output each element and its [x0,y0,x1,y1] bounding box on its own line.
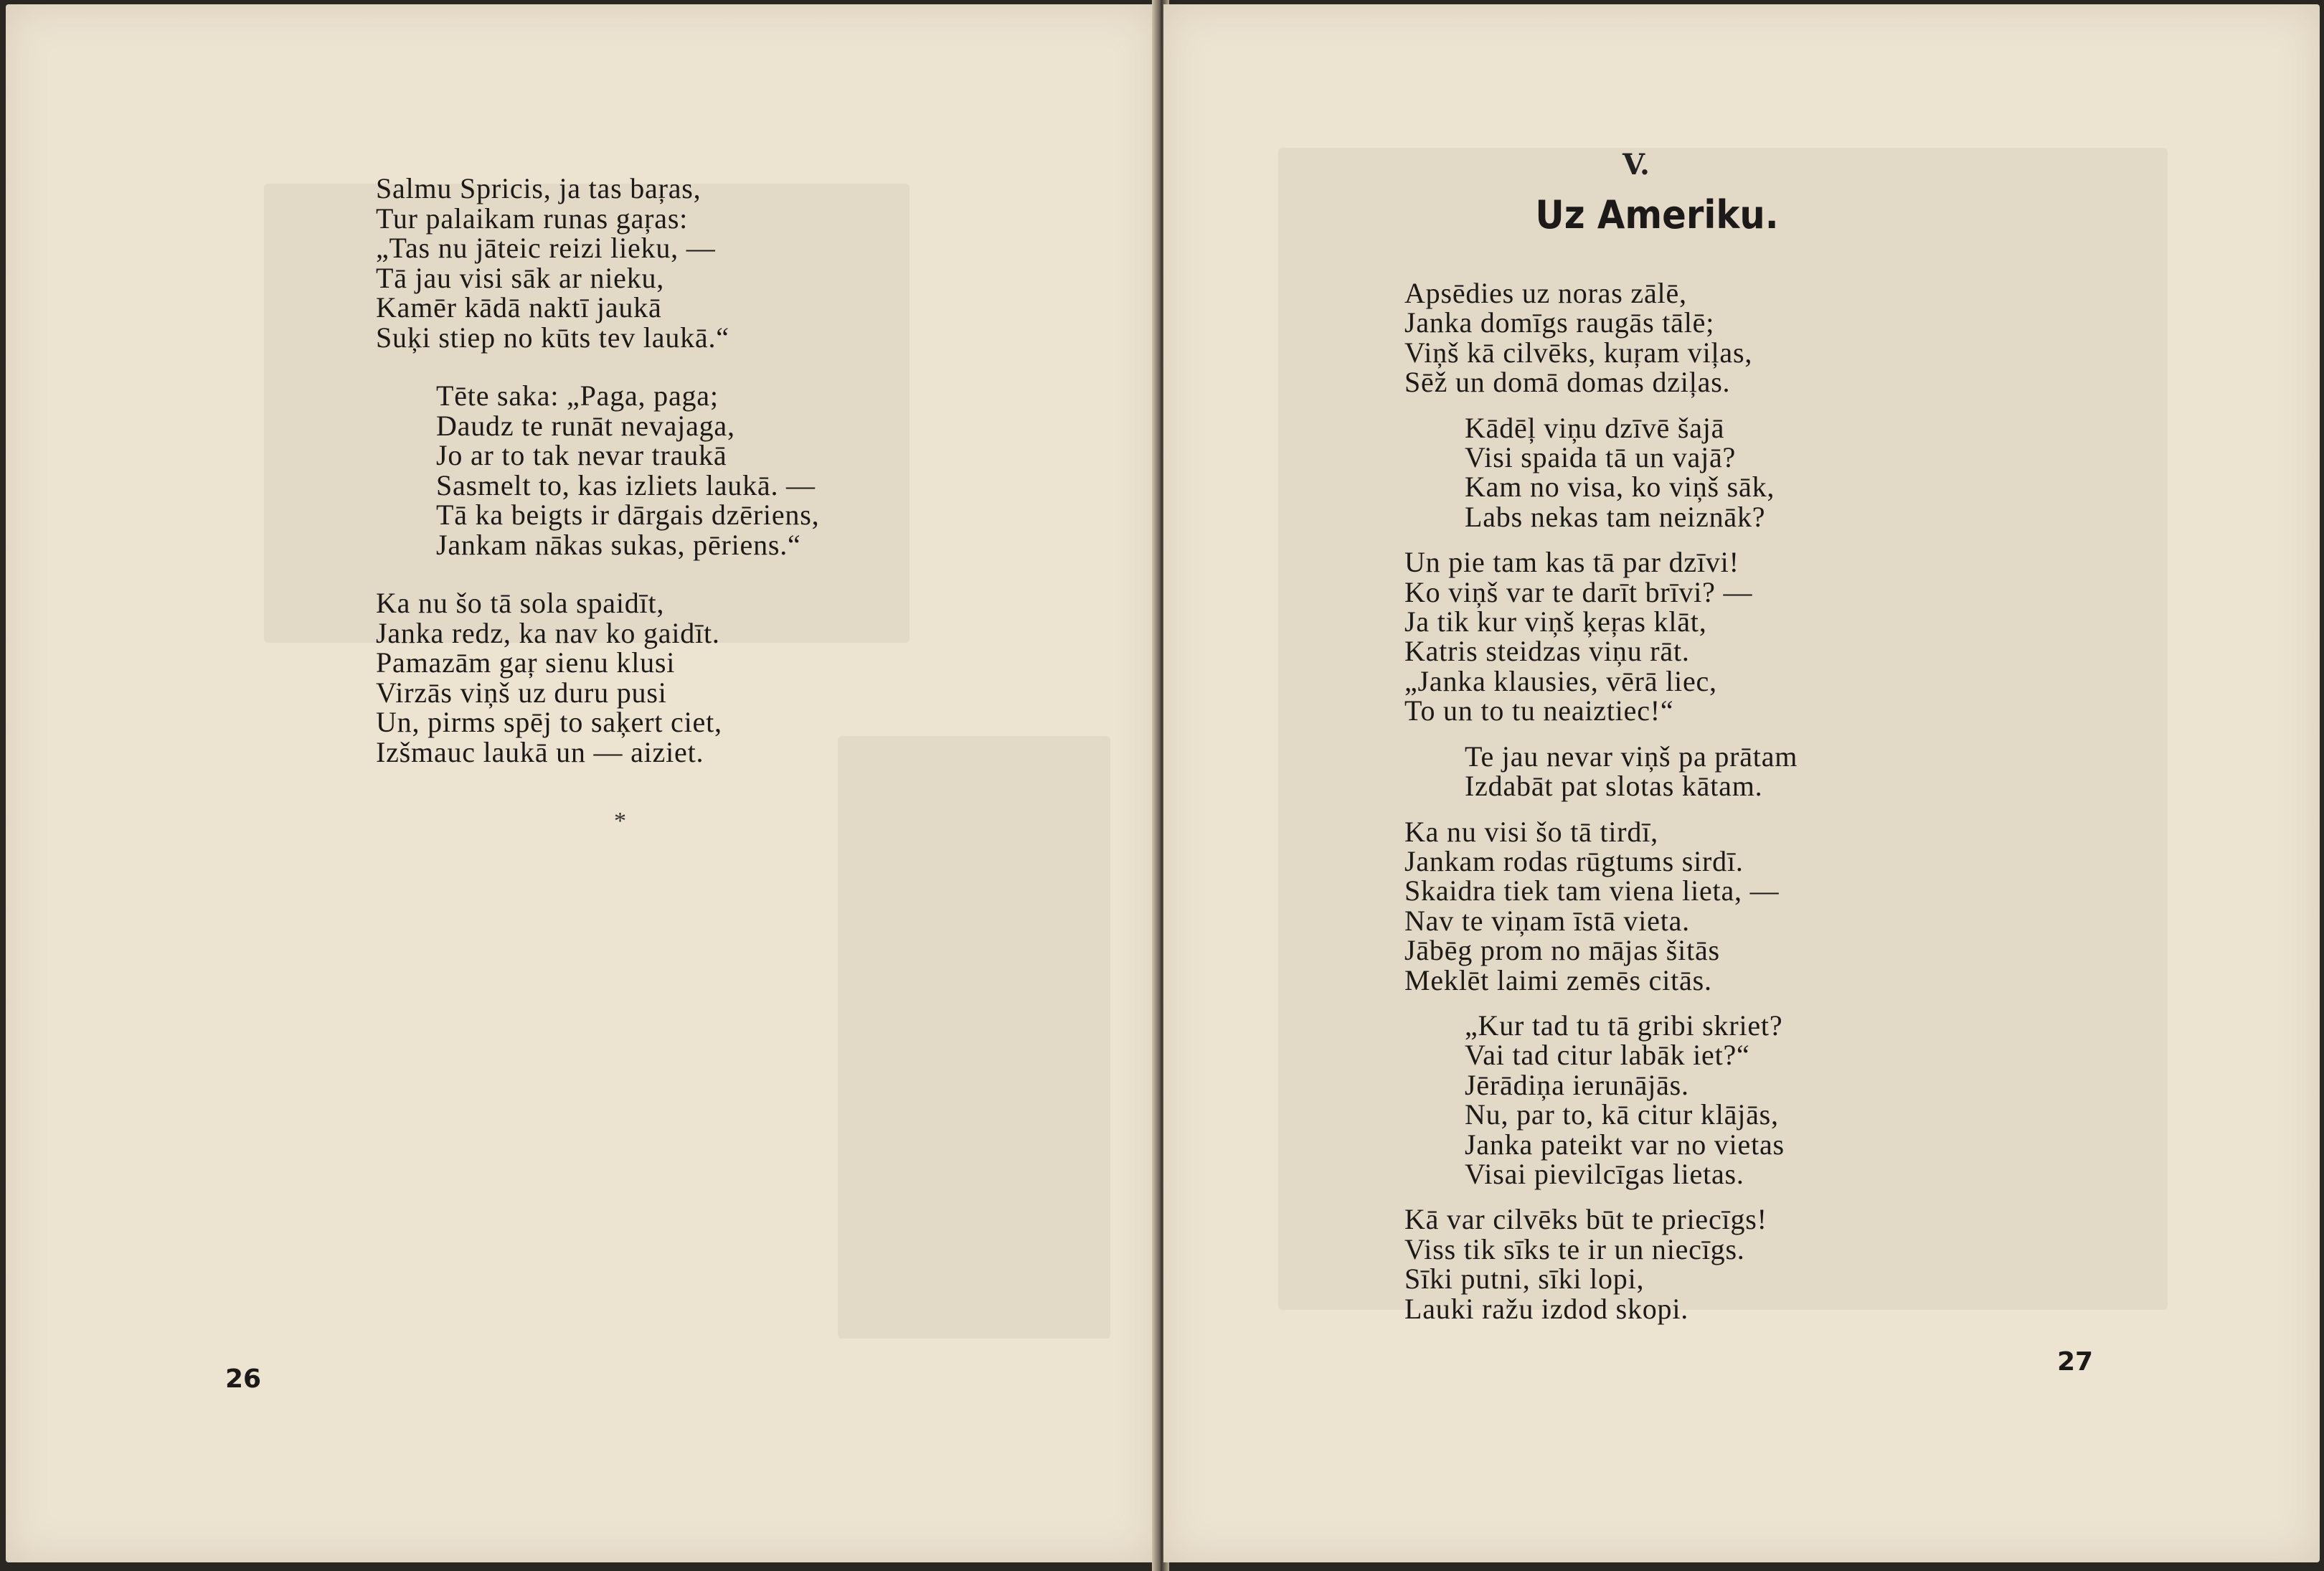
verse-line: Viss tik sīks te ir un niecīgs. [1404,1232,1745,1265]
verse-line: Kā var cilvēks būt te priecīgs! [1404,1203,1767,1236]
stanza [1404,278,1798,397]
verse-line: Tā jau visi sāk ar nieku, [376,261,665,294]
stanza [376,174,819,352]
left-page [6,4,1158,1562]
verse-line: Ka nu šo tā sola spaidīt, [376,587,665,619]
verse-line: „Tas nu jāteic reizi lieku, — [376,232,716,264]
verse-line: Un pie tam kas tā par dzīvi! [1404,546,1739,579]
stanza [1404,413,1798,532]
verse-line: Viņš kā cilvēks, kuŗam viļas, [1404,336,1753,369]
verse-line: Vai tad citur labāk iet?“ [1465,1039,1750,1072]
verse-line: Nu, par to, kā citur klājās, [1465,1098,1779,1131]
verse-line: Te jau nevar viņš pa prātam [1465,740,1798,773]
stanza [1404,817,1798,995]
verse-line: Skaidra tiek tam viena lieta, — [1404,874,1780,907]
verse-line: Kamēr kādā naktī jaukā [376,291,662,324]
verse-line: Kādēļ viņu dzīvē šajā [1465,411,1725,444]
verse-line: Meklēt laimi zemēs citās. [1404,963,1712,996]
verse-line: Janka domīgs raugās tālē; [1404,306,1715,339]
stanza [1404,547,1798,725]
verse-line: Ka nu visi šo tā tirdī, [1404,815,1658,848]
verse-line: Ja tik kur viņš ķeŗas klāt, [1404,605,1707,638]
verse-line: Tēte saka: „Paga, paga; [436,379,719,412]
verse-line: Un, pirms spēj to saķert ciet, [376,706,722,738]
verse-line: Izšmauc laukā un — aiziet. [376,735,704,768]
verse-line: Kam no visa, ko viņš sāk, [1465,471,1775,504]
verse-line: Jankam rodas rūgtums sirdī. [1404,844,1744,877]
verse-line: „Janka klausies, vērā liec, [1404,664,1717,697]
verse-line: Jābēg prom no mājas šitās [1404,934,1720,967]
verse-line: Labs nekas tam neiznāk? [1465,500,1766,533]
verse-line: Pamazām gaŗ sienu klusi [376,646,676,679]
stanza [376,381,819,560]
stanza [1404,1011,1798,1189]
verse-line: Apsēdies uz noras zālē, [1404,277,1687,309]
page-number-left: 26 [225,1364,262,1394]
verse-line: Janka redz, ka nav ko gaidīt. [376,616,720,649]
verse-line: Virzās viņš uz duru pusi [376,676,667,709]
verse-line: Izdabāt pat slotas kātam. [1465,770,1763,803]
verse-line: Tā ka beigts ir dārgais dzēriens, [436,499,820,531]
chapter-title: Uz Ameriku. [1535,192,1779,237]
bleed-through-text [838,736,1110,1339]
verse-line: Sēž un domā domas dziļas. [1404,366,1731,399]
chapter-number: V. [1622,148,1650,181]
verse-line: Ko viņš var te darīt brīvi? — [1404,575,1753,608]
verse-line: Sasmelt to, kas izliets laukā. — [436,468,816,501]
verse-line: Tur palaikam runas gaŗas: [376,202,689,235]
verse-line: Suķi stiep no kūts tev laukā.“ [376,321,729,354]
verse-line: Visai pievilcīgas lietas. [1465,1157,1744,1190]
verse-line: Jērādiņa ierunājās. [1465,1068,1689,1101]
verse-line: Jo ar to tak nevar traukā [436,439,727,471]
verse-line: Salmu Spricis, ja tas baŗas, [376,172,702,204]
verse-line: Daudz te runāt nevajaga, [436,409,735,442]
verse-line: To un to tu neaiztiec!“ [1404,694,1674,727]
verse-line: Katris steidzas viņu rāt. [1404,635,1690,668]
verse-line: Nav te viņam īstā vieta. [1404,904,1690,937]
right-poem [1404,278,1798,1339]
left-poem [376,174,819,796]
verse-line: Sīki putni, sīki lopi, [1404,1263,1645,1296]
verse-line: Janka pateikt var no vietas [1465,1128,1785,1161]
stanza [1404,1204,1798,1324]
verse-line: Lauki ražu izdod skopi. [1404,1292,1689,1325]
stanza [376,588,819,767]
section-separator: * [614,808,626,834]
stanza [1404,742,1798,801]
page-number-right: 27 [2057,1347,2094,1377]
verse-line: „Kur tad tu tā gribi skriet? [1465,1009,1783,1042]
verse-line: Visi spaida tā un vajā? [1465,441,1737,474]
verse-line: Jankam nākas sukas, pēriens.“ [436,528,801,561]
